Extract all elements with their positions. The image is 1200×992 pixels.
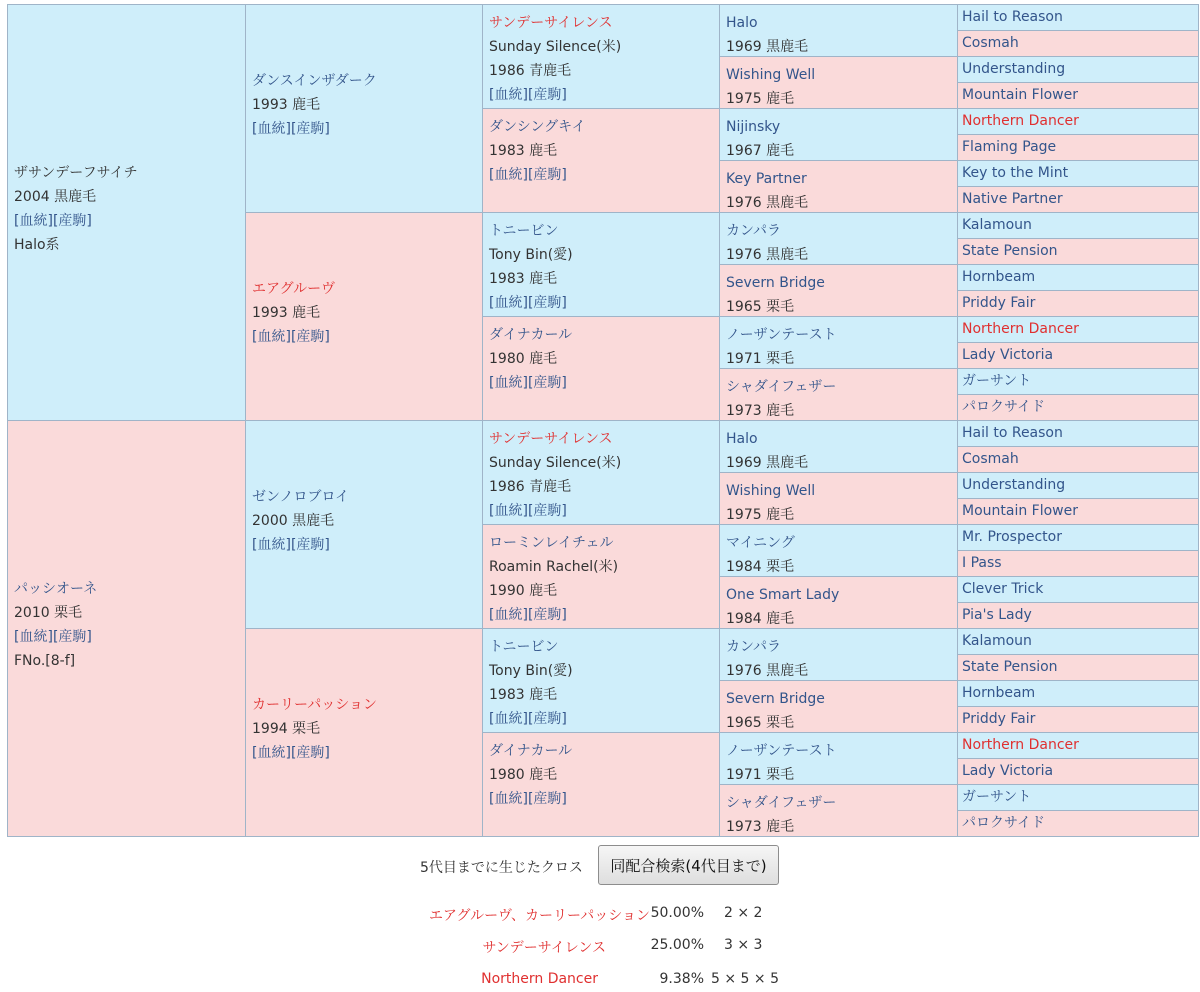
cross-name-link[interactable]: サンデーサイレンス — [482, 940, 606, 956]
cross-percent: 50.00% — [650, 905, 704, 921]
link-label: 産駒 — [533, 375, 562, 391]
pedigree-cell-gen4 — [719, 368, 958, 421]
horse-birth-coat: 1980 鹿毛 — [489, 767, 558, 783]
link-label: 血統 — [494, 375, 523, 391]
offspring-link[interactable]: [産駒] — [527, 607, 567, 623]
pedigree-cell-gen5 — [957, 576, 1199, 603]
horse-name-link[interactable]: ダイナカール — [489, 327, 573, 343]
pedigree-cell-gen4 — [719, 628, 958, 681]
pedigree-cell-gen5 — [957, 732, 1199, 759]
horse-name-link[interactable]: カンパラ — [726, 223, 782, 239]
pedigree-cell-gen4 — [719, 108, 958, 161]
horse-name-link[interactable]: シャダイフェザー — [726, 795, 837, 811]
horse-name-link[interactable]: マイニング — [726, 535, 795, 551]
offspring-link[interactable]: [産駒] — [290, 329, 330, 345]
link-label: 産駒 — [58, 213, 87, 229]
cross-name-link[interactable]: エアグルーヴ、カーリーパッション — [428, 908, 650, 924]
horse-name-link[interactable]: Hail to Reason — [962, 9, 1063, 25]
pedigree-cell-gen5 — [957, 264, 1199, 291]
horse-name-link[interactable]: Key to the Mint — [962, 165, 1069, 181]
pedigree-cell-gen4 — [719, 472, 958, 525]
horse-birth-coat: 1976 黒鹿毛 — [726, 663, 809, 679]
pedigree-cell-gen4 — [719, 4, 958, 57]
horse-name-link[interactable]: Halo — [726, 15, 758, 31]
pedigree-cell-gen4 — [719, 732, 958, 785]
offspring-link[interactable]: [産駒] — [527, 87, 567, 103]
horse-name-link[interactable]: Cosmah — [962, 35, 1019, 51]
horse-birth-coat: 1975 鹿毛 — [726, 91, 795, 107]
horse-links — [252, 325, 482, 349]
horse-name-link[interactable]: Mountain Flower — [962, 503, 1078, 519]
horse-links — [489, 499, 719, 523]
horse-birth-coat: 2004 黒鹿毛 — [14, 189, 97, 205]
pedigree-cell-gen4 — [719, 680, 958, 733]
offspring-link[interactable]: [産駒] — [527, 295, 567, 311]
link-label: 血統 — [494, 791, 523, 807]
pedigree-cell-gen4 — [719, 160, 958, 213]
horse-birth-coat: 1973 鹿毛 — [726, 819, 795, 835]
link-label: 産駒 — [533, 167, 562, 183]
pedigree-cell-gen3 — [482, 420, 720, 525]
horse-name-link[interactable]: Priddy Fair — [962, 711, 1036, 727]
pedigree-cell-gen5 — [957, 524, 1199, 551]
link-label: 産駒 — [533, 87, 562, 103]
horse-links — [252, 117, 482, 141]
link-label: 産駒 — [533, 607, 562, 623]
pedigree-cell-gen5 — [957, 394, 1199, 421]
same-mating-search-button[interactable]: 同配合検索(4代目まで) — [598, 845, 779, 885]
horse-birth-coat: 1967 鹿毛 — [726, 143, 795, 159]
horse-name-link[interactable]: ローミンレイチェル — [489, 535, 614, 551]
horse-name-link[interactable]: ノーザンテースト — [726, 743, 837, 759]
horse-birth-coat: 1969 黒鹿毛 — [726, 455, 809, 471]
link-label: 血統 — [257, 745, 286, 761]
horse-name-link[interactable]: Cosmah — [962, 451, 1019, 467]
pedigree-link[interactable]: [血統] — [252, 329, 291, 345]
link-label: 産駒 — [533, 295, 562, 311]
horse-name-link[interactable]: Pia's Lady — [962, 607, 1032, 623]
horse-name-link[interactable]: Native Partner — [962, 191, 1063, 207]
pedigree-cell-gen1 — [7, 4, 246, 421]
pedigree-cell-gen2 — [245, 212, 483, 421]
horse-name-link[interactable]: カーリーパッション — [252, 697, 378, 713]
offspring-link[interactable]: [産駒] — [527, 791, 567, 807]
horse-origin: Sunday Silence(米) — [489, 455, 622, 471]
pedigree-cell-gen5 — [957, 680, 1199, 707]
pedigree-cell-gen5 — [957, 446, 1199, 473]
horse-name-link[interactable]: Hornbeam — [962, 685, 1036, 701]
cross-percent: 25.00% — [650, 937, 704, 953]
horse-birth-coat: 1971 栗毛 — [726, 351, 795, 367]
horse-name-link[interactable]: サンデーサイレンス — [489, 15, 613, 31]
link-label: 産駒 — [533, 503, 562, 519]
horse-name-link[interactable]: Wishing Well — [726, 67, 816, 83]
pedigree-link[interactable]: [血統] — [252, 537, 291, 553]
horse-origin: Roamin Rachel(米) — [489, 559, 619, 575]
pedigree-cell-gen5 — [957, 368, 1199, 395]
horse-name-link[interactable]: トニービン — [489, 223, 559, 239]
pedigree-cell-gen1 — [7, 420, 246, 837]
pedigree-cell-gen3 — [482, 628, 720, 733]
horse-birth-coat: 1980 鹿毛 — [489, 351, 558, 367]
horse-name-link[interactable]: Lady Victoria — [962, 763, 1054, 779]
pedigree-cell-gen4 — [719, 576, 958, 629]
horse-birth-coat: 1986 青鹿毛 — [489, 63, 572, 79]
link-label: 産駒 — [296, 329, 325, 345]
horse-extra-info: FNo.[8-f] — [14, 653, 76, 669]
link-label: 血統 — [257, 537, 286, 553]
pedigree-cell-gen5 — [957, 784, 1199, 811]
pedigree-cell-gen3 — [482, 732, 720, 837]
horse-birth-coat: 1993 鹿毛 — [252, 97, 321, 113]
cross-name-link[interactable]: Northern Dancer — [481, 971, 598, 987]
pedigree-cell-gen5 — [957, 290, 1199, 317]
horse-name-link[interactable]: ガーサント — [962, 373, 1032, 389]
horse-links — [489, 787, 719, 811]
link-label: 血統 — [494, 167, 523, 183]
link-label: 血統 — [494, 711, 523, 727]
horse-birth-coat: 1973 鹿毛 — [726, 403, 795, 419]
horse-links — [489, 603, 719, 627]
pedigree-link[interactable]: [血統] — [14, 213, 53, 229]
pedigree-cell-gen5 — [957, 56, 1199, 83]
horse-name-link[interactable]: パロクサイド — [962, 399, 1046, 415]
pedigree-cell-gen5 — [957, 82, 1199, 109]
pedigree-cell-gen2 — [245, 4, 483, 213]
horse-name-link[interactable]: ガーサント — [962, 789, 1032, 805]
pedigree-link[interactable]: [血統] — [489, 607, 528, 623]
pedigree-cell-gen3 — [482, 4, 720, 109]
pedigree-cell-gen4 — [719, 56, 958, 109]
link-label: 血統 — [494, 607, 523, 623]
pedigree-cell-gen5 — [957, 810, 1199, 837]
horse-birth-coat: 1993 鹿毛 — [252, 305, 321, 321]
cross-generations: 2 × 2 — [724, 905, 763, 921]
pedigree-cell-gen2 — [245, 628, 483, 837]
pedigree-cell-gen4 — [719, 316, 958, 369]
horse-birth-coat: 1986 青鹿毛 — [489, 479, 572, 495]
horse-name-link[interactable]: Halo — [726, 431, 758, 447]
pedigree-cell-gen5 — [957, 472, 1199, 499]
horse-name-link[interactable]: Hornbeam — [962, 269, 1036, 285]
link-label: 産駒 — [533, 711, 562, 727]
cross-generations: 5 × 5 × 5 — [711, 971, 779, 987]
horse-birth-coat: 1983 鹿毛 — [489, 143, 558, 159]
horse-origin: Sunday Silence(米) — [489, 39, 622, 55]
horse-name-link[interactable]: Severn Bridge — [726, 275, 825, 291]
horse-links — [489, 707, 719, 731]
pedigree-cell-gen5 — [957, 108, 1199, 135]
pedigree-cell-gen5 — [957, 4, 1199, 31]
horse-name-link[interactable]: ノーザンテースト — [726, 327, 837, 343]
offspring-link[interactable]: [産駒] — [290, 121, 330, 137]
horse-name-link[interactable]: Priddy Fair — [962, 295, 1036, 311]
horse-extra-info: Halo系 — [14, 237, 60, 253]
pedigree-link[interactable]: [血統] — [252, 121, 291, 137]
horse-birth-coat: 1976 黒鹿毛 — [726, 247, 809, 263]
horse-name-link[interactable]: Kalamoun — [962, 633, 1032, 649]
horse-name-link[interactable]: Lady Victoria — [962, 347, 1054, 363]
pedigree-link[interactable]: [血統] — [489, 295, 528, 311]
pedigree-cell-gen5 — [957, 238, 1199, 265]
horse-name-link[interactable]: Understanding — [962, 61, 1066, 77]
pedigree-cell-gen2 — [245, 420, 483, 629]
link-label: 産駒 — [296, 537, 325, 553]
link-label: 血統 — [19, 213, 48, 229]
horse-name-link[interactable]: Kalamoun — [962, 217, 1032, 233]
pedigree-cell-gen5 — [957, 602, 1199, 629]
horse-links — [489, 371, 719, 395]
horse-name-link[interactable]: トニービン — [489, 639, 559, 655]
horse-links — [252, 533, 482, 557]
horse-origin: Tony Bin(愛) — [489, 663, 573, 679]
horse-name-link[interactable]: Nijinsky — [726, 119, 781, 135]
horse-name-link[interactable]: Clever Trick — [962, 581, 1044, 597]
horse-name-link[interactable]: カンパラ — [726, 639, 782, 655]
horse-name-link[interactable]: Flaming Page — [962, 139, 1057, 155]
horse-name-link[interactable]: パッシオーネ — [14, 581, 98, 597]
pedigree-cell-gen4 — [719, 264, 958, 317]
horse-birth-coat: 1984 栗毛 — [726, 559, 795, 575]
horse-birth-coat: 1971 栗毛 — [726, 767, 795, 783]
pedigree-cell-gen5 — [957, 628, 1199, 655]
pedigree-cell-gen3 — [482, 212, 720, 317]
link-label: 血統 — [257, 121, 286, 137]
horse-links — [14, 625, 245, 649]
horse-birth-coat: 2000 黒鹿毛 — [252, 513, 335, 529]
horse-name-link[interactable]: Northern Dancer — [962, 113, 1079, 129]
horse-name-link[interactable]: Mr. Prospector — [962, 529, 1062, 545]
offspring-link[interactable]: [産駒] — [290, 537, 330, 553]
horse-birth-coat: 1990 鹿毛 — [489, 583, 558, 599]
cross-percent: 9.38% — [659, 971, 704, 987]
horse-name-link[interactable]: Wishing Well — [726, 483, 816, 499]
offspring-link[interactable]: [産駒] — [52, 629, 92, 645]
horse-birth-coat: 1983 鹿毛 — [489, 271, 558, 287]
pedigree-link[interactable]: [血統] — [489, 711, 528, 727]
offspring-link[interactable]: [産駒] — [527, 375, 567, 391]
pedigree-cell-gen5 — [957, 342, 1199, 369]
link-label: 産駒 — [296, 121, 325, 137]
pedigree-cell-gen5 — [957, 160, 1199, 187]
pedigree-link[interactable]: [血統] — [489, 503, 528, 519]
offspring-link[interactable]: [産駒] — [527, 167, 567, 183]
pedigree-link[interactable]: [血統] — [489, 87, 528, 103]
horse-origin: Tony Bin(愛) — [489, 247, 573, 263]
horse-birth-coat: 1976 黒鹿毛 — [726, 195, 809, 211]
offspring-link[interactable]: [産駒] — [290, 745, 330, 761]
horse-name-link[interactable]: ゼンノロブロイ — [252, 489, 350, 505]
horse-name-link[interactable]: ダイナカール — [489, 743, 573, 759]
horse-name-link[interactable]: I Pass — [962, 555, 1002, 571]
horse-birth-coat: 2010 栗毛 — [14, 605, 83, 621]
link-label: 血統 — [257, 329, 286, 345]
horse-name-link[interactable]: Severn Bridge — [726, 691, 825, 707]
horse-name-link[interactable]: One Smart Lady — [726, 587, 840, 603]
pedigree-cell-gen5 — [957, 654, 1199, 681]
pedigree-cell-gen5 — [957, 316, 1199, 343]
pedigree-cell-gen3 — [482, 316, 720, 421]
offspring-link[interactable]: [産駒] — [52, 213, 92, 229]
pedigree-cell-gen5 — [957, 134, 1199, 161]
pedigree-cell-gen4 — [719, 524, 958, 577]
pedigree-cell-gen5 — [957, 212, 1199, 239]
link-label: 産駒 — [533, 791, 562, 807]
pedigree-cell-gen4 — [719, 784, 958, 837]
horse-name-link[interactable]: State Pension — [962, 659, 1058, 675]
pedigree-cell-gen5 — [957, 186, 1199, 213]
horse-name-link[interactable]: ダンスインザダーク — [252, 73, 377, 89]
horse-links — [489, 83, 719, 107]
horse-name-link[interactable]: State Pension — [962, 243, 1058, 259]
pedigree-cell-gen5 — [957, 420, 1199, 447]
horse-name-link[interactable]: サンデーサイレンス — [489, 431, 613, 447]
horse-birth-coat: 1975 鹿毛 — [726, 507, 795, 523]
pedigree-cell-gen5 — [957, 498, 1199, 525]
offspring-link[interactable]: [産駒] — [527, 711, 567, 727]
horse-birth-coat: 1983 鹿毛 — [489, 687, 558, 703]
pedigree-link[interactable]: [血統] — [252, 745, 291, 761]
horse-name-link[interactable]: Mountain Flower — [962, 87, 1078, 103]
pedigree-cell-gen5 — [957, 30, 1199, 57]
horse-name-link[interactable]: Hail to Reason — [962, 425, 1063, 441]
horse-name-link[interactable]: ザサンデーフサイチ — [14, 165, 138, 181]
horse-birth-coat: 1965 栗毛 — [726, 715, 795, 731]
horse-links — [489, 291, 719, 315]
horse-birth-coat: 1965 栗毛 — [726, 299, 795, 315]
link-label: 血統 — [494, 503, 523, 519]
pedigree-table — [7, 4, 1198, 836]
horse-name-link[interactable]: Key Partner — [726, 171, 807, 187]
pedigree-cell-gen5 — [957, 550, 1199, 577]
horse-name-link[interactable]: Northern Dancer — [962, 737, 1079, 753]
horse-name-link[interactable]: Understanding — [962, 477, 1066, 493]
pedigree-cell-gen3 — [482, 108, 720, 213]
horse-links — [252, 741, 482, 765]
cross-label: 5代目までに生じたクロス — [420, 860, 583, 876]
pedigree-cell-gen4 — [719, 212, 958, 265]
pedigree-cell-gen4 — [719, 420, 958, 473]
horse-birth-coat: 1969 黒鹿毛 — [726, 39, 809, 55]
link-label: 血統 — [494, 87, 523, 103]
pedigree-link[interactable]: [血統] — [14, 629, 53, 645]
cross-generations: 3 × 3 — [724, 937, 763, 953]
horse-links — [14, 209, 245, 233]
horse-birth-coat: 1994 栗毛 — [252, 721, 321, 737]
horse-name-link[interactable]: Northern Dancer — [962, 321, 1079, 337]
offspring-link[interactable]: [産駒] — [527, 503, 567, 519]
pedigree-link[interactable]: [血統] — [489, 791, 528, 807]
link-label: 産駒 — [296, 745, 325, 761]
horse-name-link[interactable]: パロクサイド — [962, 815, 1046, 831]
link-label: 血統 — [19, 629, 48, 645]
horse-name-link[interactable]: ダンシングキイ — [489, 119, 586, 135]
horse-name-link[interactable]: エアグルーヴ — [252, 281, 336, 297]
link-label: 産駒 — [58, 629, 87, 645]
horse-name-link[interactable]: シャダイフェザー — [726, 379, 837, 395]
pedigree-link[interactable]: [血統] — [489, 167, 528, 183]
pedigree-cell-gen3 — [482, 524, 720, 629]
horse-birth-coat: 1984 鹿毛 — [726, 611, 795, 627]
horse-links — [489, 163, 719, 187]
link-label: 血統 — [494, 295, 523, 311]
pedigree-cell-gen5 — [957, 758, 1199, 785]
pedigree-link[interactable]: [血統] — [489, 375, 528, 391]
pedigree-cell-gen5 — [957, 706, 1199, 733]
